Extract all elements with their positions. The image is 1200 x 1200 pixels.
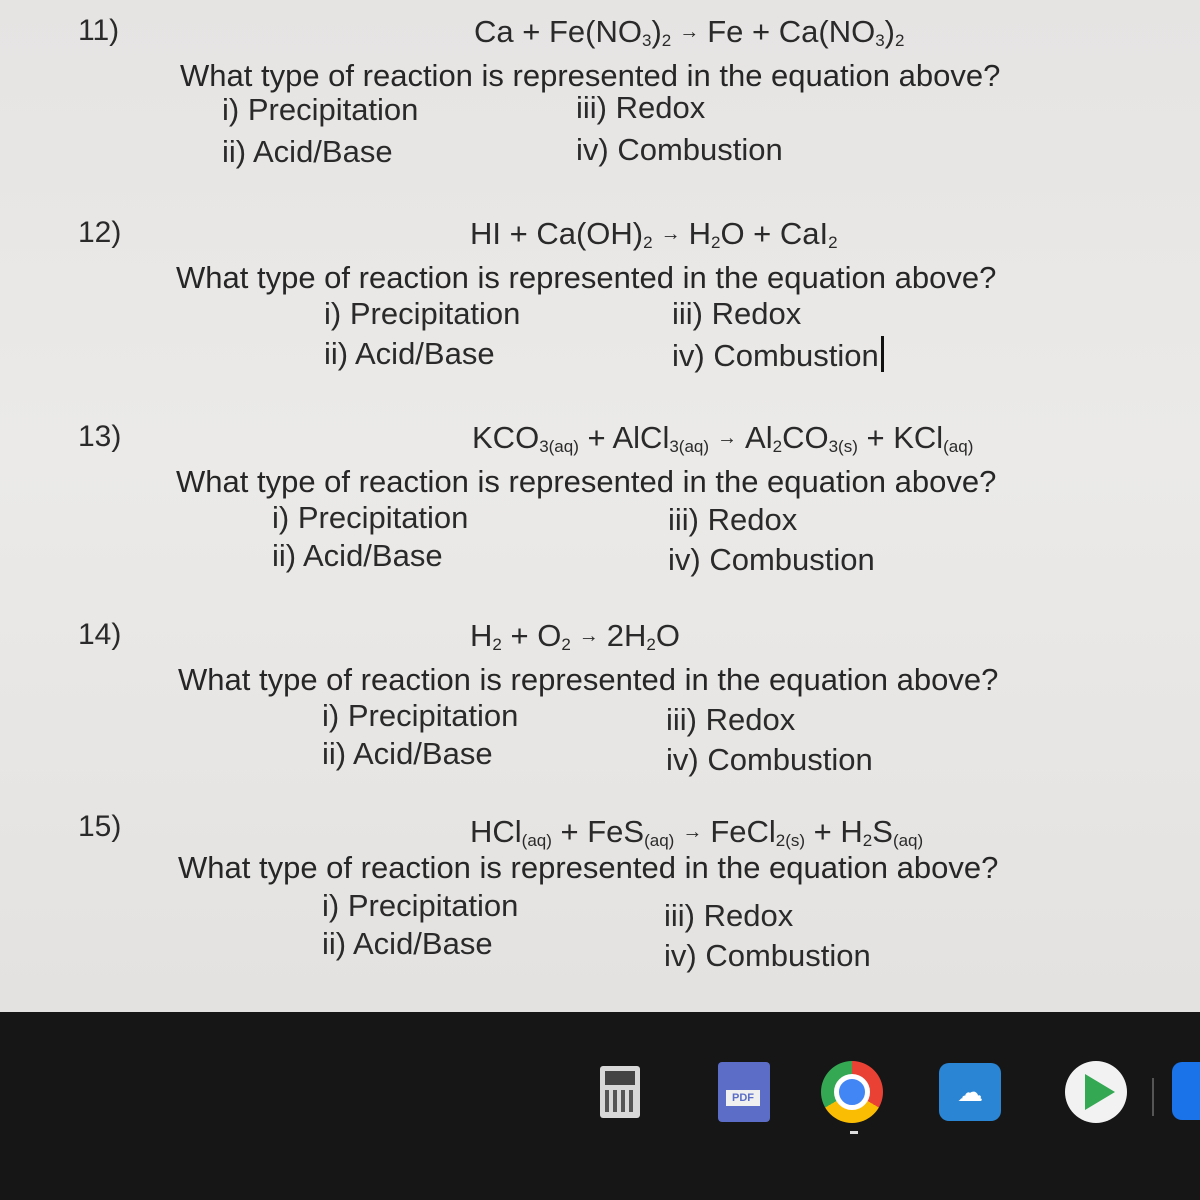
chemical-equation	[472, 420, 973, 456]
option-iv[interactable]: iv) Combustion	[668, 542, 875, 577]
option-i[interactable]: i) Precipitation	[222, 92, 419, 127]
running-indicator	[850, 1131, 858, 1134]
option-iv[interactable]: iv) Combustion	[576, 132, 783, 167]
equation-rhs: $Fe + Ca(NO_3)_2$	[707, 14, 905, 50]
equation-rhs: $Al_2CO_{3(s)} + KCl_{(aq)}$	[745, 420, 974, 456]
text-cursor	[881, 336, 884, 372]
equation-rhs: FeCl$_{2(s)}$ + $H_2S_{(aq)}$	[710, 814, 924, 850]
equation-rhs: $2H_2O$	[606, 618, 681, 654]
question-11	[0, 14, 1200, 214]
option-ii[interactable]: ii) Acid/Base	[222, 134, 393, 169]
option-iii[interactable]: iii) Redox	[666, 702, 796, 737]
question-13	[0, 420, 1200, 620]
question-number: 13)	[78, 420, 122, 453]
option-ii[interactable]: ii) Acid/Base	[322, 736, 493, 771]
chemical-equation	[470, 814, 923, 850]
play-store-icon[interactable]	[1064, 1060, 1128, 1124]
equation-lhs: $KCO_{3(aq)}$ + AlCl$_{3(aq)}$	[472, 420, 710, 456]
question-prompt: What type of reaction is represented in the equation above?	[176, 260, 997, 295]
chemical-equation	[470, 216, 838, 252]
question-prompt: What type of reaction is represented in the equation above?	[180, 58, 1001, 93]
arrow-icon: →	[578, 625, 599, 647]
question-prompt: What type of reaction is represented in the equation above?	[178, 662, 999, 697]
arrow-icon: →	[682, 821, 703, 843]
shelf-divider	[1152, 1078, 1154, 1116]
option-i[interactable]: i) Precipitation	[324, 296, 521, 331]
chemical-equation	[470, 618, 680, 654]
chrome-icon[interactable]	[820, 1060, 884, 1124]
arrow-icon: →	[679, 21, 700, 43]
arrow-icon: →	[660, 223, 681, 245]
question-prompt: What type of reaction is represented in the equation above?	[178, 850, 999, 885]
option-i[interactable]: i) Precipitation	[272, 500, 469, 535]
equation-lhs: HI + $Ca(OH)_2$	[470, 216, 653, 252]
equation-lhs: $Ca + Fe(NO_3)_2$	[474, 14, 672, 50]
option-iv-label: iv) Combustion	[672, 338, 879, 373]
option-iii[interactable]: iii) Redox	[664, 898, 794, 933]
calculator-icon[interactable]	[588, 1060, 652, 1124]
pdf-icon[interactable]	[712, 1060, 776, 1124]
question-prompt: What type of reaction is represented in the equation above?	[176, 464, 997, 499]
option-i[interactable]: i) Precipitation	[322, 888, 519, 923]
option-iv[interactable]: iv) Combustion	[666, 742, 873, 777]
arrow-icon: →	[717, 427, 738, 449]
option-i[interactable]: i) Precipitation	[322, 698, 519, 733]
option-ii[interactable]: ii) Acid/Base	[324, 336, 495, 371]
option-iii[interactable]: iii) Redox	[576, 90, 706, 125]
option-iv[interactable]	[672, 336, 884, 374]
option-iii[interactable]: iii) Redox	[668, 502, 798, 537]
equation-lhs: $H_2 + O_2$	[470, 618, 571, 654]
equation-rhs: $H_2O + CaI_2$	[688, 216, 838, 252]
files-icon[interactable]	[1172, 1062, 1200, 1120]
question-number: 11)	[78, 14, 120, 47]
question-number: 14)	[78, 618, 122, 651]
question-12	[0, 216, 1200, 416]
equation-lhs: HCl$_{(aq)}$ + FeS$_{(aq)}$	[470, 814, 675, 850]
option-ii[interactable]: ii) Acid/Base	[322, 926, 493, 961]
question-number: 12)	[78, 216, 122, 249]
cloud-icon[interactable]: ☁	[938, 1060, 1002, 1124]
option-ii[interactable]: ii) Acid/Base	[272, 538, 443, 573]
question-14	[0, 618, 1200, 818]
chemical-equation	[474, 14, 904, 50]
question-15	[0, 810, 1200, 1010]
option-iii[interactable]: iii) Redox	[672, 296, 802, 331]
question-number: 15)	[78, 810, 122, 843]
option-iv[interactable]: iv) Combustion	[664, 938, 871, 973]
pdf-label: PDF	[726, 1090, 760, 1106]
